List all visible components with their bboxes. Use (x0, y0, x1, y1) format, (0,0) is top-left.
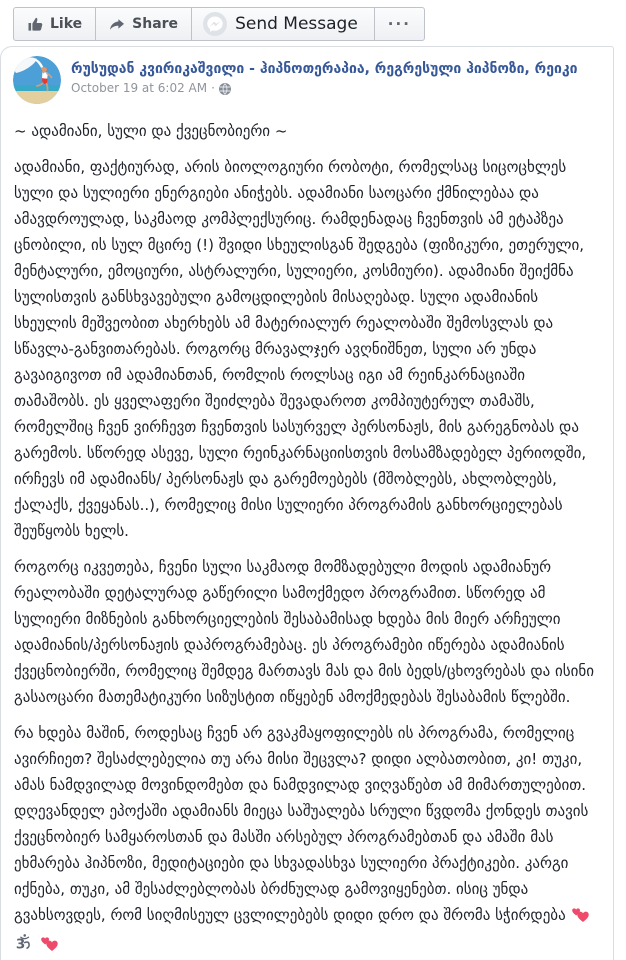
om-symbol-emoji (15, 934, 33, 960)
thumbs-up-icon (27, 16, 43, 32)
post-header (1, 47, 613, 104)
timestamp-separator: · (211, 81, 215, 95)
post-paragraph (14, 720, 601, 960)
globe-icon (219, 83, 231, 95)
post-paragraph: ადამიანი, ფაქტიურად, არის ბიოლოგიური რობოტი, რომელსაც სიცოცხლეს სული და სულიერი ენერგიები ანიჭებს. ადამიანი საოცარი ქმნილებაა და ამავდროულად, საკმაოდ კომპლექსურიც. რამდენადაც ჩვენთვის ამ ეტაპზეა ცნობილი, ის სულ მცირე (!) შვიდი სხეულისგან შედგება (ფიზიკური, ეთერული, მენტალური, ემოციური, ასტრალური, სულიერი, კოსმიური). ადამიანი შეიქმნა სულისთვის განსხვავებული გამოცდილების მისაღებად. სული ადამიანის სხეულის მეშვეობით ახერხებს ამ მატერიალურ რეალობაში შემოსვლას და სწავლა-განვითარებას. როგორც მრავალჯერ ავღნიშნეთ, სული არ უნდა გავაიგივოთ იმ ადამიანთან, რომლის როლსაც იგი ამ რეინკარნაციაში თამაშობს. ეს ყველაფერი შეიძლება შევადაროთ კომპიუტერულ თამაშს, რომელშიც ჩვენ ვირჩევთ ჩვენთვის სასურველ პერსონაჟს, მის გარეგნობას და გარემოს. სწორედ ასევე, სული რეინკარნაციისთვის მოსამზადებელ პერიოდში, ირჩევს იმ ადამიანს/ პერსონაჟს და გარემოებებს (მშობლებს, ახლობლებს, ქალაქს, ქვეყანას..), რომელიც მისი სულიერი პროგრამის განხორციელებას შეუწყობს ხელს. (14, 158, 587, 540)
post-card (0, 46, 614, 960)
timestamp[interactable]: October 19 at 6:02 AM (71, 81, 208, 95)
post-paragraph: როგორც იკვეთება, ჩვენი სული საკმაოდ მომზადებული მოდის ადამიანურ რეალობაში დეტალურად გაწერილი სამოქმედო პროგრამით. სწორედ ამ სულიერი მიზნების განხორციელების შესაბამისად ხდება მის მიერ არჩეული ადამიანის/პერსონაჟის დაპროგრამებაც. ეს პროგრამები იწერება ადამიანის ქვეცნობიერში, რომელიც შემდეგ მართავს მას და მის ბედს/ცხოვრებას და ისინი გასაოცარი მათემატიკური სიზუსტით იწყებენ ამოქმედებას შესაბამის წლებში. (14, 558, 595, 706)
share-button[interactable] (95, 7, 192, 41)
avatar[interactable] (13, 56, 61, 104)
author-link[interactable]: რუსუდან კვირიკაშვილი - ჰიპნოთერაპია, რეგრესული ჰიპნოზი, რეიკი (71, 61, 578, 77)
timestamp-row (71, 81, 578, 95)
svg-text:3: 3 (15, 936, 26, 952)
post-body (1, 104, 613, 960)
two-hearts-emoji (40, 934, 59, 960)
avatar-beach-photo (13, 56, 61, 104)
page-action-button-group (13, 7, 425, 41)
more-options-button[interactable] (374, 7, 425, 41)
two-hearts-emoji (571, 905, 590, 931)
messenger-bolt-icon (202, 11, 228, 37)
like-button-label: Like (50, 16, 83, 32)
send-message-button-label: Send Message (235, 14, 358, 34)
ellipsis-icon: ... (387, 11, 411, 29)
post-meta (71, 56, 578, 104)
share-arrow-icon (109, 16, 125, 32)
post-title-line: ~ ადამიანი, სული და ქვეცნობიერი ~ (14, 122, 288, 140)
like-button[interactable] (13, 7, 96, 41)
share-button-label: Share (132, 16, 179, 32)
page-action-bar (0, 0, 626, 46)
send-message-button[interactable] (191, 7, 375, 41)
post-paragraph-text: რა ხდება მაშინ, როდესაც ჩვენ არ გვაკმაყოფილებს ის პროგრამა, რომელიც ავირჩიეთ? შესაძლებელია თუ არა მისი შეცვლა? დიდი ალბათობით, კი! თუკი, ამას ნამდვილად მოვინდომებთ და ნამდვილად ვიღვაწებთ ამ მიმართულებით. დღევანდელ ეპოქაში ადამიანს მიეცა საშუალება სრული წვდომა ქონდეს თავის ქვეცნობიერ სამყაროსთან და მასში არსებულ პროგრამებთან და ამაში მას ეხმარება ჰიპნოზი, მედიტაციები და სხვადასხვა სულიერი პრაქტიკები. კარგი იქნება, თუკი, ამ შესაძლებლობას ბრძნულად გამოვიყენებთ. ისიც უნდა გვახსოვდეს, რომ სიღმისეულ ცვლილებებს დიდი დრო და შრომა სჭირდება (14, 724, 589, 924)
